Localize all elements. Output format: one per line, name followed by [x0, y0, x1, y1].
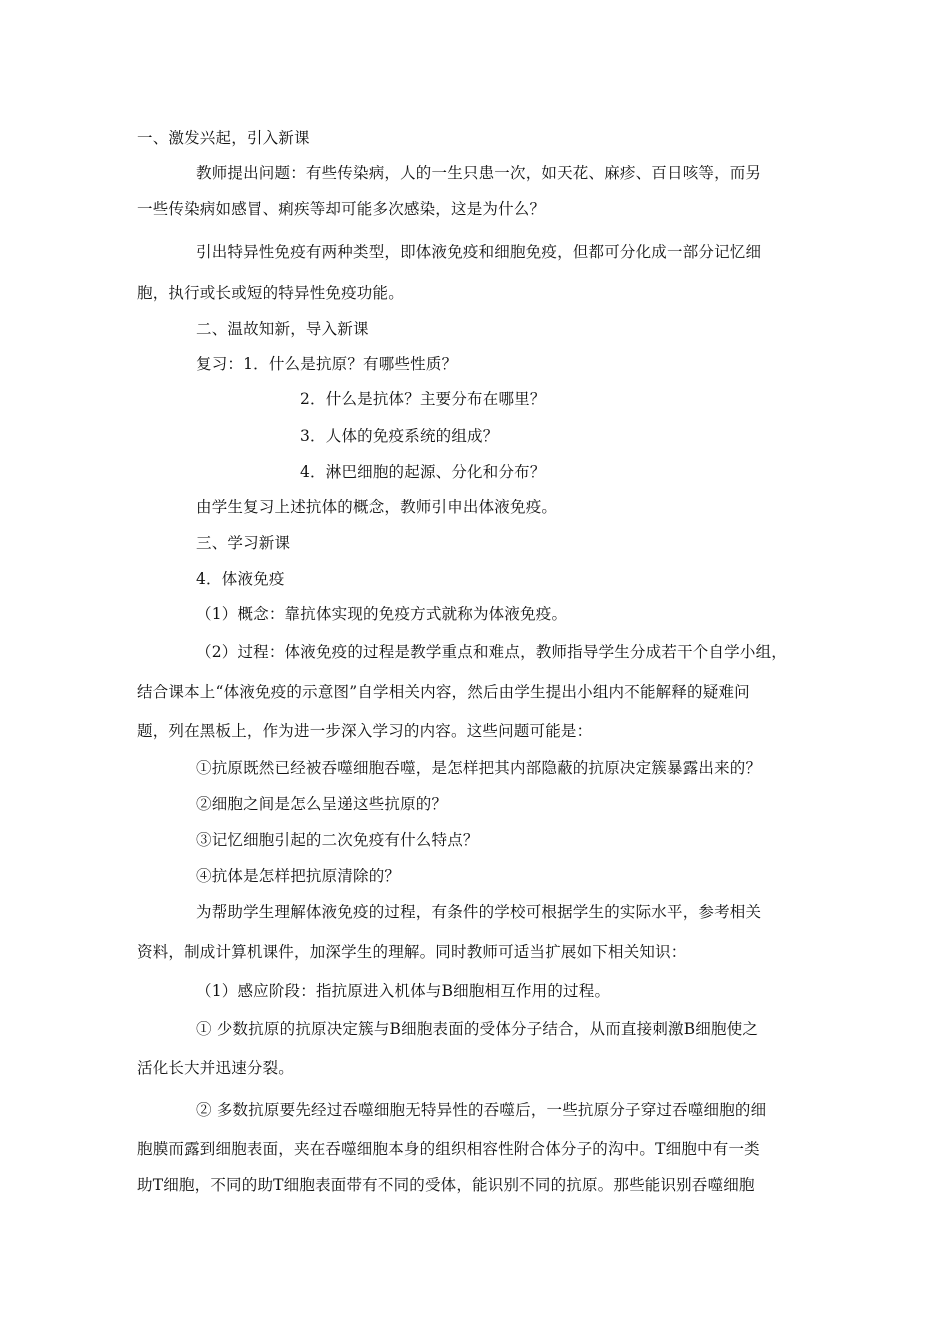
paragraph-line: 结合课本上“体液免疫的示意图”自学相关内容，然后由学生提出小组内不能解释的疑难问 — [137, 683, 750, 701]
section-heading-2: 二、温故知新，导入新课 — [196, 320, 369, 338]
paragraph-line: 胞膜而露到细胞表面，夹在吞噬细胞本身的组织相容性附合体分子的沟中。T细胞中有一类 — [137, 1140, 760, 1158]
paragraph-line: （2）过程：体液免疫的过程是教学重点和难点，教师指导学生分成若干个自学小组， — [196, 643, 787, 661]
paragraph-line: 由学生复习上述抗体的概念，教师引申出体液免疫。 — [196, 498, 558, 516]
paragraph-line: 为帮助学生理解体液免疫的过程，有条件的学校可根据学生的实际水平，参考相关 — [196, 903, 762, 921]
question-item: ③记忆细胞引起的二次免疫有什么特点？ — [196, 831, 479, 849]
paragraph-line: ② 多数抗原要先经过吞噬细胞无特异性的吞噬后，一些抗原分子穿过吞噬细胞的细 — [196, 1101, 767, 1119]
paragraph-line: 胞，执行或长或短的特异性免疫功能。 — [137, 284, 404, 302]
paragraph-line: 题，列在黑板上，作为进一步深入学习的内容。这些问题可能是： — [137, 722, 593, 740]
section-heading-3: 三、学习新课 — [196, 534, 291, 552]
paragraph-line: 教师提出问题：有些传染病，人的一生只患一次，如天花、麻疹、百日咳等，而另 — [196, 164, 762, 182]
section-heading-1: 一、激发兴起，引入新课 — [137, 129, 310, 147]
subsection-heading: 4．体液免疫 — [196, 570, 285, 588]
paragraph-line: （1）感应阶段：指抗原进入机体与B细胞相互作用的过程。 — [196, 982, 611, 1000]
review-item: 4．淋巴细胞的起源、分化和分布？ — [300, 463, 546, 481]
question-item: ①抗原既然已经被吞噬细胞吞噬，是怎样把其内部隐蔽的抗原决定簇暴露出来的？ — [196, 759, 762, 777]
paragraph-line: 资料，制成计算机课件，加深学生的理解。同时教师可适当扩展如下相关知识： — [137, 943, 687, 961]
paragraph-line: 引出特异性免疫有两种类型，即体液免疫和细胞免疫，但都可分化成一部分记忆细 — [196, 243, 762, 261]
paragraph-line: 助T细胞，不同的助T细胞表面带有不同的受体，能识别不同的抗原。那些能识别吞噬细胞 — [137, 1176, 755, 1194]
review-item: 复习：1．什么是抗原？有哪些性质？ — [196, 355, 458, 373]
review-item: 3．人体的免疫系统的组成？ — [300, 427, 499, 445]
paragraph-line: （1）概念：靠抗体实现的免疫方式就称为体液免疫。 — [196, 605, 568, 623]
review-item: 2．什么是抗体？主要分布在哪里？ — [300, 390, 546, 408]
paragraph-line: 活化长大并迅速分裂。 — [137, 1059, 295, 1077]
question-item: ②细胞之间是怎么呈递这些抗原的？ — [196, 795, 448, 813]
paragraph-line: 一些传染病如感冒、痢疾等却可能多次感染，这是为什么？ — [137, 200, 546, 218]
question-item: ④抗体是怎样把抗原清除的？ — [196, 867, 401, 885]
paragraph-line: ① 少数抗原的抗原决定簇与B细胞表面的受体分子结合，从而直接刺激B细胞使之 — [196, 1020, 759, 1038]
